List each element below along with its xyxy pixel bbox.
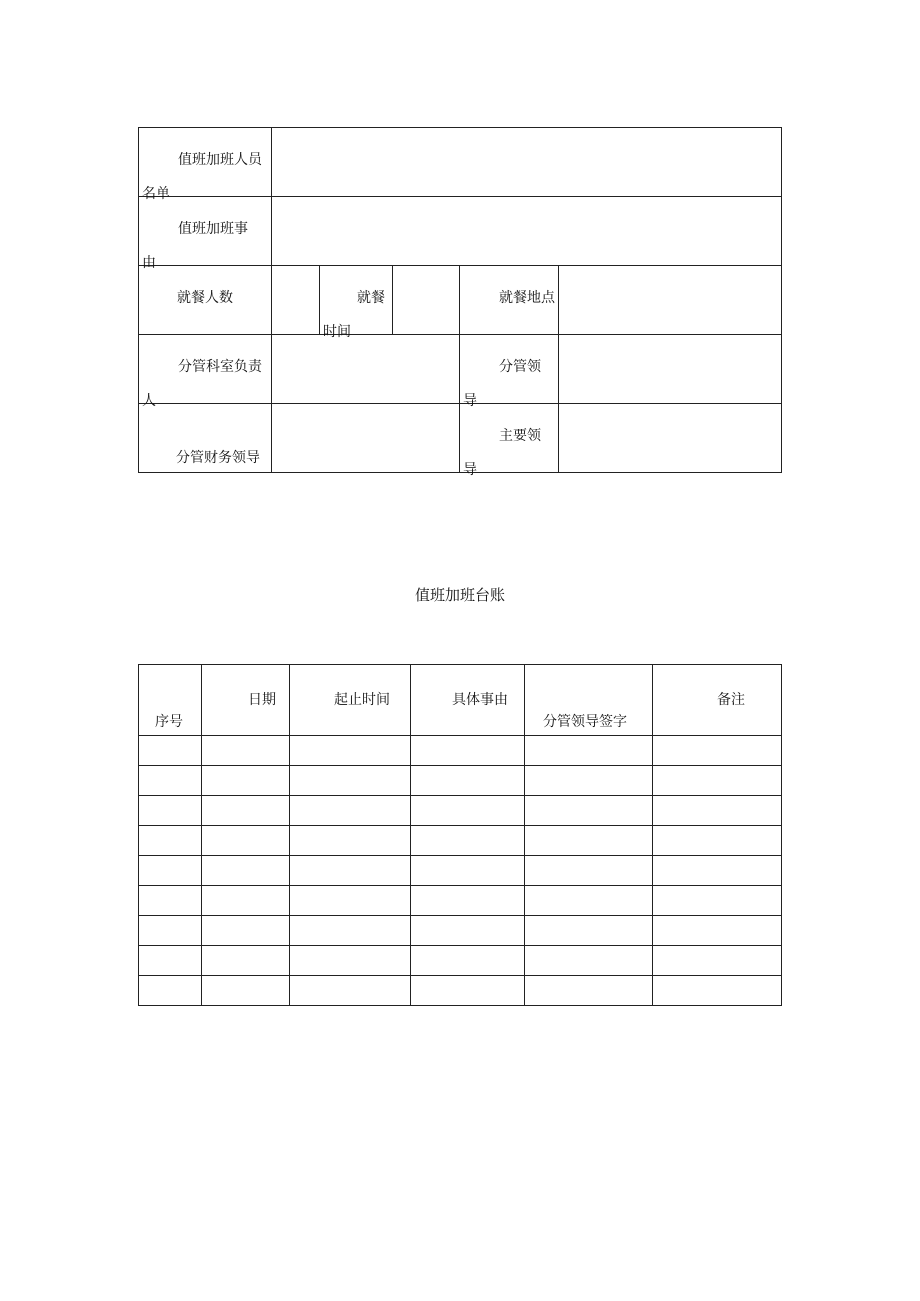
overtime-ledger-table — [138, 664, 782, 1006]
finance-leader-field[interactable] — [272, 404, 460, 473]
diner-count-field[interactable] — [272, 266, 320, 335]
header-cell-signature — [525, 665, 653, 736]
cell-remarks[interactable] — [653, 916, 782, 946]
cell-index[interactable] — [139, 886, 202, 916]
cell-date[interactable] — [202, 736, 290, 766]
cell-remarks[interactable] — [653, 946, 782, 976]
cell-time-range[interactable] — [290, 916, 411, 946]
cell-time-range[interactable] — [290, 796, 411, 826]
header-signature: 分管领导签字 — [543, 714, 627, 730]
finance-leader-label: 分管财务领导 — [176, 450, 260, 466]
cell-time-range[interactable] — [290, 976, 411, 1006]
cell-date[interactable] — [202, 886, 290, 916]
cell-signature[interactable] — [525, 856, 653, 886]
table-row — [139, 826, 782, 856]
reason-label-cell — [139, 197, 272, 271]
cell-signature[interactable] — [525, 886, 653, 916]
cell-time-range[interactable] — [290, 856, 411, 886]
staff-list-field[interactable] — [272, 128, 782, 197]
cell-reason[interactable] — [411, 826, 525, 856]
main-leader-field[interactable] — [559, 404, 782, 473]
supervisor-label: 分管领导 — [463, 359, 541, 409]
cell-remarks[interactable] — [653, 856, 782, 886]
meal-place-label: 就餐地点 — [499, 290, 555, 306]
cell-time-range[interactable] — [290, 886, 411, 916]
table-row — [139, 886, 782, 916]
main-leader-label-cell — [460, 404, 559, 478]
table-row — [139, 976, 782, 1006]
cell-date[interactable] — [202, 826, 290, 856]
cell-reason[interactable] — [411, 766, 525, 796]
header-cell-date — [202, 665, 290, 736]
cell-reason[interactable] — [411, 736, 525, 766]
cell-signature[interactable] — [525, 946, 653, 976]
cell-signature[interactable] — [525, 916, 653, 946]
header-remarks: 备注 — [717, 692, 745, 708]
table-row — [139, 736, 782, 766]
meal-time-label-cell — [320, 266, 393, 340]
table-row — [139, 766, 782, 796]
overtime-request-form — [138, 127, 782, 478]
cell-signature[interactable] — [525, 826, 653, 856]
cell-reason[interactable] — [411, 976, 525, 1006]
header-index: 序号 — [155, 714, 183, 730]
main-leader-label: 主要领导 — [463, 428, 541, 478]
ledger-header-row — [139, 665, 782, 736]
cell-index[interactable] — [139, 796, 202, 826]
cell-index[interactable] — [139, 736, 202, 766]
header-cell-time-range — [290, 665, 411, 736]
header-reason: 具体事由 — [452, 692, 508, 708]
header-time-range: 起止时间 — [334, 692, 390, 708]
meal-time-label: 就餐时间 — [323, 290, 385, 340]
reason-label: 值班加班事由 — [142, 221, 248, 271]
table-row — [139, 946, 782, 976]
staff-list-label-cell — [139, 128, 272, 202]
header-cell-index — [139, 665, 202, 736]
cell-date[interactable] — [202, 796, 290, 826]
cell-time-range[interactable] — [290, 736, 411, 766]
cell-reason[interactable] — [411, 796, 525, 826]
header-cell-remarks — [653, 665, 782, 736]
cell-date[interactable] — [202, 976, 290, 1006]
supervisor-field[interactable] — [559, 335, 782, 404]
cell-remarks[interactable] — [653, 886, 782, 916]
meal-time-field[interactable] — [393, 266, 460, 335]
reason-field[interactable] — [272, 197, 782, 266]
cell-time-range[interactable] — [290, 766, 411, 796]
cell-signature[interactable] — [525, 796, 653, 826]
diner-count-label: 就餐人数 — [177, 290, 233, 306]
cell-index[interactable] — [139, 856, 202, 886]
cell-remarks[interactable] — [653, 976, 782, 1006]
cell-signature[interactable] — [525, 766, 653, 796]
table-row — [139, 916, 782, 946]
cell-reason[interactable] — [411, 916, 525, 946]
cell-reason[interactable] — [411, 856, 525, 886]
meal-place-field[interactable] — [559, 266, 782, 335]
cell-index[interactable] — [139, 766, 202, 796]
cell-signature[interactable] — [525, 976, 653, 1006]
table-row — [139, 796, 782, 826]
dept-head-label-cell — [139, 335, 272, 409]
supervisor-label-cell — [460, 335, 559, 409]
staff-list-label: 值班加班人员名单 — [142, 152, 262, 202]
header-cell-reason — [411, 665, 525, 736]
cell-date[interactable] — [202, 766, 290, 796]
cell-remarks[interactable] — [653, 766, 782, 796]
finance-leader-label-cell — [139, 404, 272, 473]
cell-index[interactable] — [139, 946, 202, 976]
cell-reason[interactable] — [411, 946, 525, 976]
cell-remarks[interactable] — [653, 826, 782, 856]
header-date: 日期 — [248, 692, 276, 708]
cell-index[interactable] — [139, 976, 202, 1006]
cell-date[interactable] — [202, 856, 290, 886]
cell-remarks[interactable] — [653, 736, 782, 766]
cell-index[interactable] — [139, 826, 202, 856]
cell-signature[interactable] — [525, 736, 653, 766]
meal-place-label-cell — [460, 266, 559, 335]
cell-time-range[interactable] — [290, 946, 411, 976]
diner-count-label-cell — [139, 266, 272, 335]
cell-index[interactable] — [139, 916, 202, 946]
cell-reason[interactable] — [411, 886, 525, 916]
dept-head-label: 分管科室负责人 — [142, 359, 262, 409]
cell-date[interactable] — [202, 946, 290, 976]
cell-remarks[interactable] — [653, 796, 782, 826]
cell-date[interactable] — [202, 916, 290, 946]
table-row — [139, 856, 782, 886]
ledger-title: 值班加班台账 — [414, 586, 505, 604]
cell-time-range[interactable] — [290, 826, 411, 856]
